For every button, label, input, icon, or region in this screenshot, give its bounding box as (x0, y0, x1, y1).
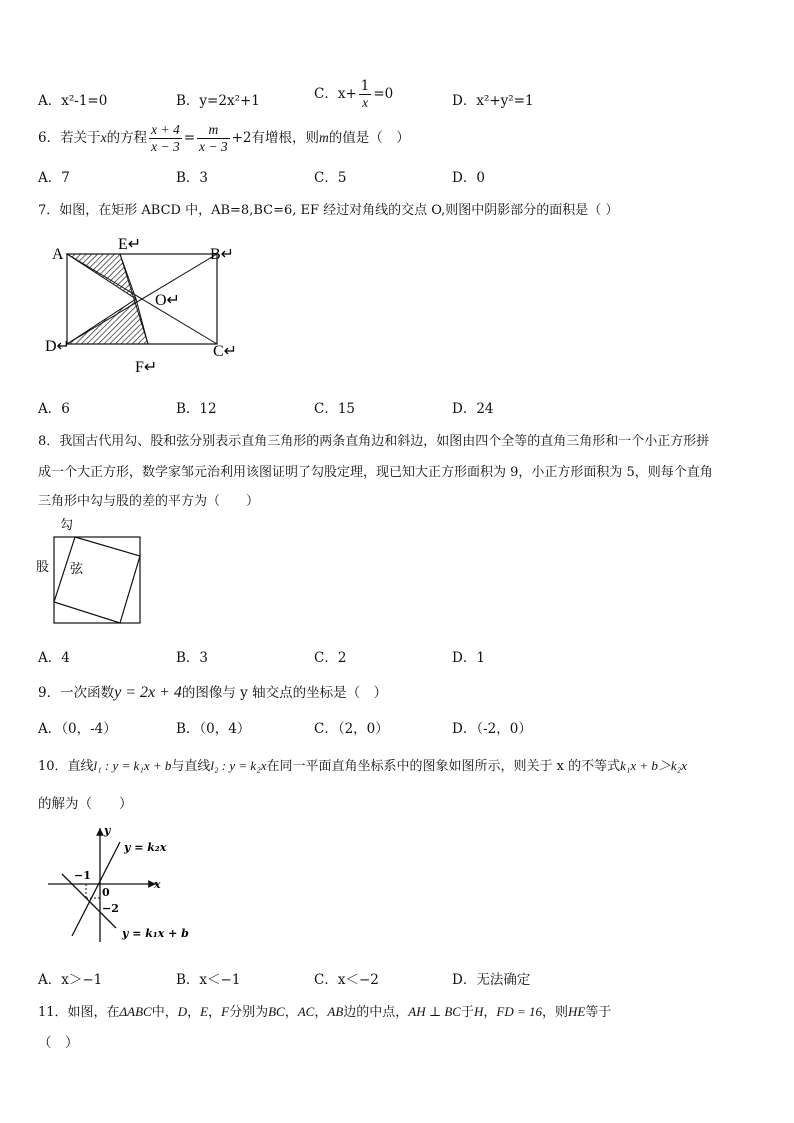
label-neg2: −2 (102, 902, 119, 915)
q10-stem-line2: 的解为（ ） (38, 796, 133, 812)
label-xian: 弦 (70, 562, 84, 577)
q7-option-c: C．15 (314, 401, 356, 417)
q8-stem-line2: 成一个大正方形，数学家邹元治利用该图证明了勾股定理，现已知大正方形面积为 9，小正方形面积为 5，则每个直角 (38, 465, 713, 480)
q9-option-a: A．（0，-4） (38, 721, 117, 737)
q8-stem-line1: 8．我国古代用勾、股和弦分别表示直角三角形的两条直角边和斜边，如图由四个全等的直角三角形和一个小正方形拼 (38, 434, 710, 449)
q10-option-a: A．x＞−1 (38, 972, 103, 988)
q8-option-d: D．1 (452, 650, 485, 666)
q10-option-d: D．无法确定 (452, 972, 531, 988)
q6-option-d: D．0 (452, 170, 485, 186)
q7-option-d: D．24 (452, 401, 494, 417)
q10-stem-line1: 10．直线l₁ : y = k₁x + b与直线l₂ : y = k₂x在同一平面直角坐标系中的图象如图所示，则关于 x 的不等式k₁x + b＞k₂x (38, 758, 687, 774)
label-b: B↵ (210, 246, 235, 263)
label-e: E↵ (118, 236, 142, 253)
label-o: O↵ (155, 292, 180, 309)
label-x-axis: x (154, 878, 161, 891)
q5-option-a: A．x²-1=0 (38, 93, 108, 109)
q10-coordinate-figure (44, 824, 204, 946)
label-line-k2: y = k₂x (124, 841, 167, 854)
q6-option-a: A．7 (38, 170, 70, 186)
q9-option-b: B．（0，4） (176, 721, 251, 737)
q7-stem: 7．如图，在矩形 ABCD 中，AB=8,BC=6, EF 经过对角线的交点 O,则图中阴影部分的面积是（ ） (38, 203, 619, 218)
label-line-k1: y = k₁x + b (122, 927, 189, 940)
q5-option-b: B．y=2x²+1 (176, 93, 260, 109)
label-origin: 0 (102, 886, 110, 899)
q8-square-figure (36, 516, 146, 628)
q8-option-b: B．3 (176, 650, 209, 666)
label-gou: 勾 (60, 518, 74, 533)
label-c: C↵ (213, 343, 238, 360)
q10-option-b: B．x＜−1 (176, 972, 241, 988)
q8-option-c: C．2 (314, 650, 347, 666)
q10-option-c: C．x＜−2 (314, 972, 379, 988)
label-a: A (52, 246, 64, 263)
q9-option-c: C．（2，0） (314, 721, 389, 737)
q5-option-c: C．x+ $\frac{1}{x}$ =0 (314, 78, 394, 110)
q11-stem-line1: 11．如图，在ΔABC中，D，E，F分别为BC，AC，AB边的中点，AH ⊥ BC于H，FD = 16，则HE等于 (38, 1004, 612, 1020)
label-neg1: −1 (74, 869, 91, 882)
label-gu: 股 (36, 560, 50, 575)
q9-option-d: D．（-2，0） (452, 721, 532, 737)
label-y-axis: y (104, 824, 111, 837)
q7-option-a: A．6 (38, 401, 70, 417)
q9-stem: 9．一次函数y = 2x + 4的图像与 y 轴交点的坐标是（ ） (38, 684, 388, 701)
q8-option-a: A．4 (38, 650, 70, 666)
q7-rectangle-figure (40, 232, 250, 382)
q5-option-d: D．x²+y²=1 (452, 93, 534, 109)
q8-stem-line3: 三角形中勾与股的差的平方为（ ） (38, 494, 260, 509)
q7-option-b: B．12 (176, 401, 217, 417)
q6-stem: 6．若关于x的方程 $\frac{x + 4}{x - 3}$ = $\frac{m}{x - 3}$ +2有增根，则m的值是（ ） (38, 122, 410, 154)
label-d: D↵ (45, 338, 70, 355)
label-f: F↵ (135, 359, 158, 376)
q11-stem-line2: （ ） (38, 1035, 79, 1051)
q6-option-c: C．5 (314, 170, 347, 186)
q6-option-b: B．3 (176, 170, 209, 186)
